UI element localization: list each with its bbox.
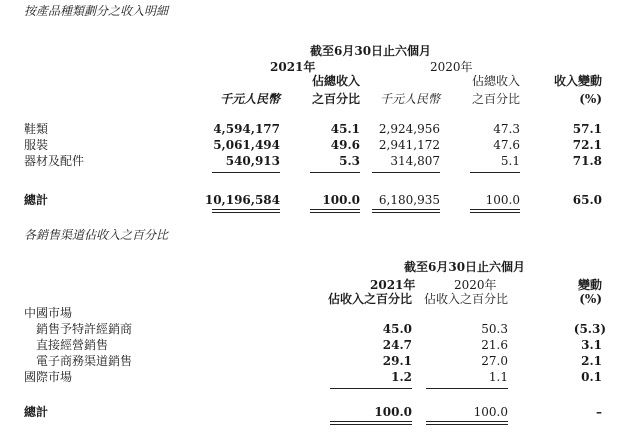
section2-col-change-l1: 變動	[577, 278, 602, 292]
section2-col-2021-pct: 佔收入之百分比	[327, 292, 412, 306]
rule	[426, 424, 508, 425]
section1-title: 按產品種類劃分之收入明細	[24, 4, 169, 18]
rule	[372, 172, 440, 173]
rule	[310, 212, 360, 213]
row-2020-pct: 27.0	[481, 354, 508, 368]
rule	[426, 421, 508, 422]
total-change: –	[596, 405, 602, 419]
total-2021-value: 10,196,584	[204, 193, 280, 207]
rule	[426, 388, 508, 389]
rule	[310, 209, 360, 210]
row-change: 57.1	[572, 122, 602, 136]
row-2020-pct: 1.1	[488, 370, 508, 384]
row-change: 2.1	[581, 354, 602, 368]
section1-col-2021-rmb: 千元人民幣	[219, 92, 280, 106]
section1-col-2020-pct-l1: 佔總收入	[471, 74, 520, 88]
section2-period-header: 截至6月30日止六個月	[404, 260, 526, 274]
row-change: 71.8	[572, 154, 602, 168]
row-2021-value: 4,594,177	[213, 122, 280, 136]
row-change: (5.3)	[573, 322, 606, 336]
total-label: 總計	[24, 193, 49, 207]
rule	[470, 212, 520, 213]
row-2021-pct: 45.1	[330, 122, 360, 136]
section1-col-2020-pct-l2: 之百分比	[471, 92, 520, 106]
row-2020-value: 314,807	[390, 154, 440, 168]
section1-col-2020-rmb: 千元人民幣	[379, 92, 440, 106]
row-2021-value: 5,061,494	[213, 138, 280, 152]
rule	[212, 172, 280, 173]
row-2020-value: 2,941,172	[378, 138, 440, 152]
row-2021-value: 540,913	[225, 154, 280, 168]
row-label: 國際市場	[24, 370, 73, 384]
section1-period-header: 截至6月30日止六個月	[310, 44, 432, 58]
row-2021-pct: 24.7	[382, 338, 412, 352]
rule	[470, 172, 520, 173]
row-2021-pct: 45.0	[382, 322, 412, 336]
section2-col-2020-pct: 佔收入之百分比	[423, 292, 508, 306]
rule	[330, 421, 412, 422]
section1-col-2021-pct-l1: 佔總收入	[311, 74, 360, 88]
total-label: 總計	[24, 405, 49, 419]
section1-col-change-l2: (%)	[579, 92, 602, 106]
row-change: 72.1	[572, 138, 602, 152]
section1-year-2020: 2020年	[430, 60, 473, 74]
section1-col-change-l1: 收入變動	[553, 74, 602, 88]
row-label: 服裝	[24, 138, 49, 152]
rule	[212, 212, 280, 213]
section1-year-2021: 2021年	[270, 60, 316, 74]
row-label: 鞋類	[24, 122, 49, 136]
total-2021-pct: 100.0	[322, 193, 360, 207]
row-change: 3.1	[581, 338, 602, 352]
rule	[470, 209, 520, 210]
section2-year-2021: 2021年	[370, 278, 416, 292]
total-2020-pct: 100.0	[473, 405, 508, 419]
row-2021-pct: 49.6	[330, 138, 360, 152]
row-2020-pct: 47.3	[493, 122, 520, 136]
rule	[372, 212, 440, 213]
total-2021-pct: 100.0	[374, 405, 412, 419]
row-2021-pct: 29.1	[382, 354, 412, 368]
rule	[330, 424, 412, 425]
rule	[372, 209, 440, 210]
row-label: 器材及配件	[24, 154, 85, 168]
rule	[330, 388, 412, 389]
row-label: 銷售予特許經銷商	[36, 322, 133, 336]
row-label: 直接經營銷售	[36, 338, 109, 352]
section2-col-change-l2: (%)	[579, 292, 602, 306]
total-change: 65.0	[572, 193, 602, 207]
rule	[310, 172, 360, 173]
row-2021-pct: 1.2	[391, 370, 412, 384]
rule	[212, 209, 280, 210]
row-2020-value: 2,924,956	[378, 122, 440, 136]
row-label: 電子商務渠道銷售	[36, 354, 133, 368]
total-2020-pct: 100.0	[485, 193, 520, 207]
row-change: 0.1	[581, 370, 602, 384]
section2-group-label: 中國市場	[24, 306, 73, 320]
section2-year-2020: 2020年	[454, 278, 497, 292]
row-2020-pct: 50.3	[481, 322, 508, 336]
total-2020-value: 6,180,935	[378, 193, 440, 207]
section1-col-2021-pct-l2: 之百分比	[311, 92, 360, 106]
row-2020-pct: 47.6	[493, 138, 520, 152]
section2-title: 各銷售渠道佔收入之百分比	[24, 228, 169, 242]
row-2020-pct: 21.6	[481, 338, 508, 352]
row-2021-pct: 5.3	[339, 154, 360, 168]
row-2020-pct: 5.1	[500, 154, 520, 168]
